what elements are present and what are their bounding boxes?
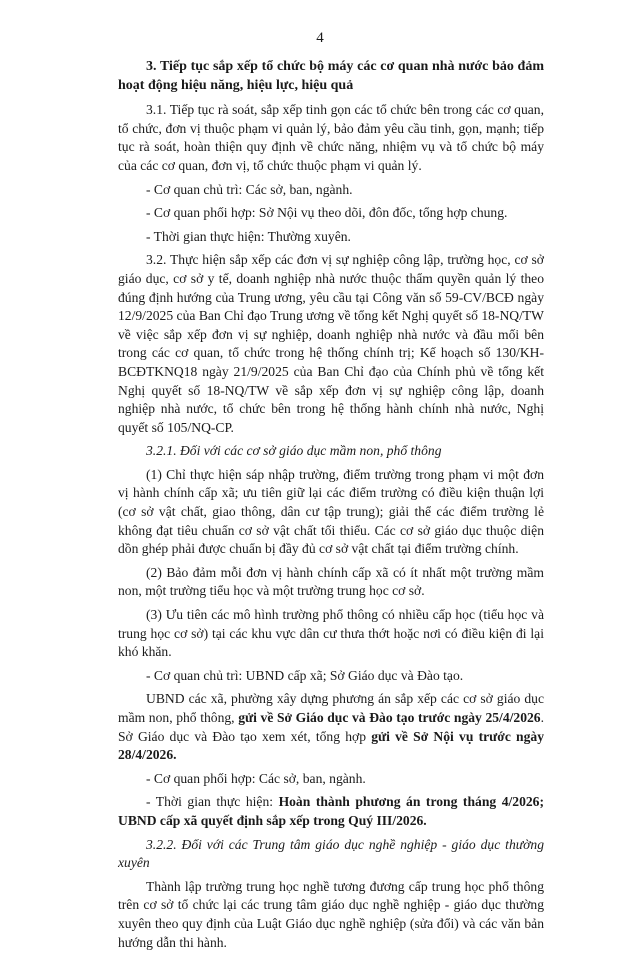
timeline-3-1: - Thời gian thực hiện: Thường xuyên. xyxy=(146,228,351,244)
timeline-3-2-1 xyxy=(118,793,544,830)
ubnd-deadline-2: gửi về Sở Nội vụ trước ngày 28/4/2026. xyxy=(118,728,544,763)
timeline-deadline: Hoàn thành phương án trong tháng 4/2026; UBND cấp xã quyết định sắp xếp trong Quý III/2026. xyxy=(118,794,544,828)
ubnd-paragraph xyxy=(118,690,544,764)
paragraph-3-2: 3.2. Thực hiện sắp xếp các đơn vị sự nghiệp công lập, trường học, cơ sở giáo dục, cơ sở y tế, doanh nghiệp nhà nước thuộc thẩm quyền quản lý theo đúng định hướng của Trung ương, yêu cầu tại Công văn số 59-CV/BCĐ ngày 12/9/2025 của Ban Chỉ đạo Trung ương về tổng kết Nghị quyết số 18-NQ/TW về việc sắp xếp đơn vị sự nghiệp, doanh nghiệp nhà nước và đầu mối bên trong các cơ quan, tổ chức trong hệ thống chính trị; Kế hoạch số 130/KH-BCĐTKNQ18 ngày 21/9/2025 của Ban Chỉ đạo của Chính phủ về tổng kết Nghị quyết số 18-NQ/TW về sắp xếp đơn vị sự nghiệp công lập, doanh nghiệp nhà nước, tổ chức bên trong hệ thống hành chính nhà nước, Nghị quyết số 105/NQ-CP. xyxy=(118,252,544,435)
ubnd-text-a: UBND các xã, phường xây dựng phương án sắp xếp các cơ sở giáo dục mầm non, phổ thông, xyxy=(118,691,544,725)
subheading-3-2-2: 3.2.2. Đối với các Trung tâm giáo dục nghề nghiệp - giáo dục thường xuyên xyxy=(118,836,544,871)
lead-agency-3-1: - Cơ quan chủ trì: Các sở, ban, ngành. xyxy=(146,181,353,197)
ubnd-text-c: . Sở Giáo dục và Đào tạo xem xét, tổng hợp xyxy=(118,710,544,744)
paragraph-3-2-2: Thành lập trường trung học nghề tương đương cấp trung học phổ thông trên cơ sở tổ chức lại các trung tâm giáo dục nghề nghiệp - giáo dục thường xuyên theo quy định của Luật Giáo dục nghề nghiệp (sửa đổi) và các văn bản hướng dẫn thi hành. xyxy=(118,878,544,950)
coordinating-agency-3-1: - Cơ quan phối hợp: Sở Nội vụ theo dõi, đôn đốc, tổng hợp chung. xyxy=(146,205,508,221)
item-2: (2) Bảo đảm mỗi đơn vị hành chính cấp xã có ít nhất một trường mầm non, một trường tiểu học và một trường trung học cơ sở. xyxy=(118,564,544,599)
item-1: (1) Chỉ thực hiện sáp nhập trường, điểm trường trong phạm vi một đơn vị hành chính cấp xã; ưu tiên giữ lại các điểm trường có điều kiện thuận lợi (cơ sở vật chất, giao thông, dân cư tập trung); giải thể các điểm trường lẻ không đạt tiêu chuẩn cơ sở vật chất tối thiểu. Các cơ sở giáo dục thuộc diện dồn ghép phải được chuẩn bị đầy đủ cơ sở vật chất tại điểm trường chính. xyxy=(118,466,544,557)
subheading-3-2-1: 3.2.1. Đối với các cơ sở giáo dục mầm non, phổ thông xyxy=(146,443,442,459)
lead-agency-3-2-1: - Cơ quan chủ trì: UBND cấp xã; Sở Giáo dục và Đào tạo. xyxy=(146,667,464,683)
page-number: 4 xyxy=(316,30,324,46)
document-body xyxy=(118,58,544,957)
ubnd-deadline-1: gửi về Sở Giáo dục và Đào tạo trước ngày 25/4/2026 xyxy=(238,710,541,725)
paragraph-3-1: 3.1. Tiếp tục rà soát, sắp xếp tinh gọn các tổ chức bên trong các cơ quan, tổ chức, đơn vị thuộc phạm vi quản lý, bảo đảm yêu cầu tinh, gọn, mạnh; tiếp tục rà soát, hoàn thiện quy định về chức năng, nhiệm vụ và tổ chức bộ máy của các cơ quan, đơn vị, tổ chức thuộc phạm vi quản lý. xyxy=(118,102,544,173)
item-3: (3) Ưu tiên các mô hình trường phổ thông có nhiều cấp học (tiểu học và trung học cơ sở) tại các khu vực dân cư thưa thớt hoặc nơi có điều kiện đi lại khó khăn. xyxy=(118,607,544,660)
timeline-label: - Thời gian thực hiện: xyxy=(146,794,279,810)
section-3-heading: 3. Tiếp tục sắp xếp tổ chức bộ máy các cơ quan nhà nước bảo đảm hoạt động hiệu năng, hiệu lực, hiệu quả xyxy=(118,59,544,93)
coordinating-agency-3-2-1: - Cơ quan phối hợp: Các sở, ban, ngành. xyxy=(146,770,366,786)
